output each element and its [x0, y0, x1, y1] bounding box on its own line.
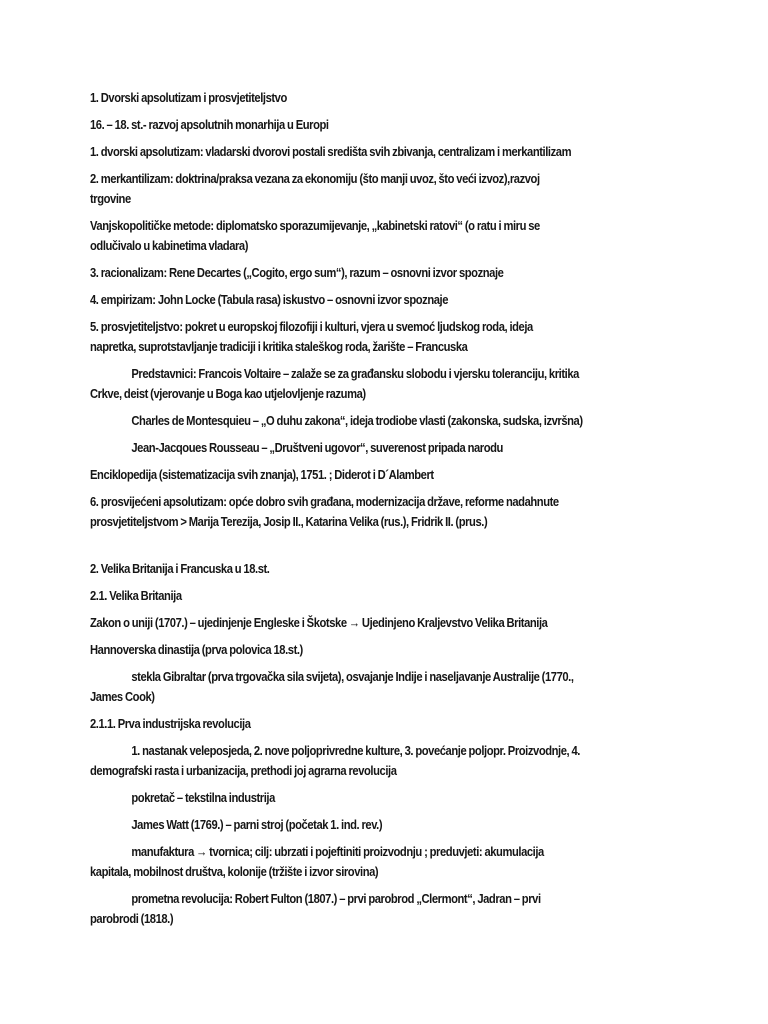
text-line: 1. Dvorski apsolutizam i prosvjetiteljstvo — [90, 90, 287, 105]
paragraph — [90, 640, 685, 660]
text-line: 1. dvorski apsolutizam: vladarski dvorovi postali središta svih zbivanja, centralizam i merkantilizam — [90, 144, 572, 159]
paragraph — [90, 492, 685, 532]
paragraph — [90, 465, 685, 485]
text-line: James Cook) — [90, 689, 155, 704]
text-line: 2.1.1. Prva industrijska revolucija — [90, 716, 251, 731]
paragraph — [90, 714, 685, 734]
paragraph — [90, 438, 685, 458]
text-line: kapitala, mobilnost društva, kolonije (tržište i izvor sirovina) — [90, 864, 379, 879]
text-line: 2.1. Velika Britanija — [90, 588, 182, 603]
paragraph — [90, 216, 685, 256]
paragraph — [90, 889, 685, 929]
text-line: prosvjetiteljstvom > Marija Terezija, Josip II., Katarina Velika (rus.), Fridrik II. (prus.) — [90, 514, 488, 529]
paragraph — [90, 142, 685, 162]
text-line: Hannoverska dinastija (prva polovica 18.st.) — [90, 642, 303, 657]
text-line: 4. empirizam: John Locke (Tabula rasa) iskustvo – osnovni izvor spoznaje — [90, 292, 449, 307]
paragraph — [90, 263, 685, 283]
text-line: 5. prosvjetiteljstvo: pokret u europskoj filozofiji i kulturi, vjera u svemoć ljudskog roda, ideja — [90, 319, 533, 334]
text-line: 2. Velika Britanija i Francuska u 18.st. — [90, 561, 270, 576]
text-line: Vanjskopolitičke metode: diplomatsko sporazumijevanje, „kabinetski ratovi“ (o ratu i miru se — [90, 218, 540, 233]
paragraph — [90, 169, 685, 209]
text-line: Charles de Montesquieu – „O duhu zakona“, ideja trodiobe vlasti (zakonska, sudska, izvršna) — [131, 413, 583, 428]
text-line: demografski rasta i urbanizacija, prethodi joj agrarna revolucija — [90, 763, 397, 778]
text-line: Predstavnici: Francois Voltaire – zalaže se za građansku slobodu i vjersku toleranciju, kritika — [131, 366, 579, 381]
text-line: Crkve, deist (vjerovanje u Boga kao utjelovljenje razuma) — [90, 386, 366, 401]
paragraph — [90, 411, 685, 431]
text-line: prometna revolucija: Robert Fulton (1807.) – prvi parobrod „Clermont“, Jadran – prvi — [131, 891, 541, 906]
paragraph — [90, 559, 685, 579]
text-line: James Watt (1769.) – parni stroj (početak 1. ind. rev.) — [131, 817, 383, 832]
paragraph — [90, 364, 685, 404]
paragraph — [90, 788, 685, 808]
paragraph — [90, 317, 685, 357]
text-line: manufaktura → tvornica; cilj: ubrzati i pojeftiniti proizvodnju ; preduvjeti: akumulacija — [131, 844, 544, 859]
paragraph — [90, 741, 685, 781]
text-line: Enciklopedija (sistematizacija svih znanja), 1751. ; Diderot i D´Alambert — [90, 467, 434, 482]
paragraph — [90, 815, 685, 835]
text-line: napretka, suprotstavljanje tradiciji i kritika staleškog roda, žarište – Francuska — [90, 339, 468, 354]
text-line: Zakon o uniji (1707.) – ujedinjenje Engleske i Škotske → Ujedinjeno Kraljevstvo Velika Britanija — [90, 615, 548, 630]
text-line: 6. prosvijećeni apsolutizam: opće dobro svih građana, modernizacija države, reforme nadahnute — [90, 494, 559, 509]
paragraph — [90, 115, 685, 135]
paragraph — [90, 586, 685, 606]
text-line: odlučivalo u kabinetima vladara) — [90, 238, 249, 253]
text-line: pokretač – tekstilna industrija — [131, 790, 275, 805]
paragraph — [90, 842, 685, 882]
paragraph — [90, 290, 685, 310]
paragraph — [90, 667, 685, 707]
text-line: 2. merkantilizam: doktrina/praksa vezana za ekonomiju (što manji uvoz, što veći izvoz),razvoj — [90, 171, 540, 186]
document-content — [90, 88, 685, 929]
text-line: parobrodi (1818.) — [90, 911, 174, 926]
paragraph — [90, 613, 685, 633]
text-line: 3. racionalizam: Rene Decartes („Cogito, ergo sum“), razum – osnovni izvor spoznaje — [90, 265, 504, 280]
text-line: trgovine — [90, 191, 131, 206]
text-line: 1. nastanak veleposjeda, 2. nove poljoprivredne kulture, 3. povećanje poljopr. Proizvodnje, 4. — [131, 743, 580, 758]
text-line: Jean-Jacqoues Rousseau – „Društveni ugovor“, suverenost pripada narodu — [131, 440, 503, 455]
text-line: 16. – 18. st.- razvoj apsolutnih monarhija u Europi — [90, 117, 329, 132]
text-line: stekla Gibraltar (prva trgovačka sila svijeta), osvajanje Indije i naseljavanje Australije (1770., — [131, 669, 574, 684]
paragraph — [90, 88, 685, 108]
